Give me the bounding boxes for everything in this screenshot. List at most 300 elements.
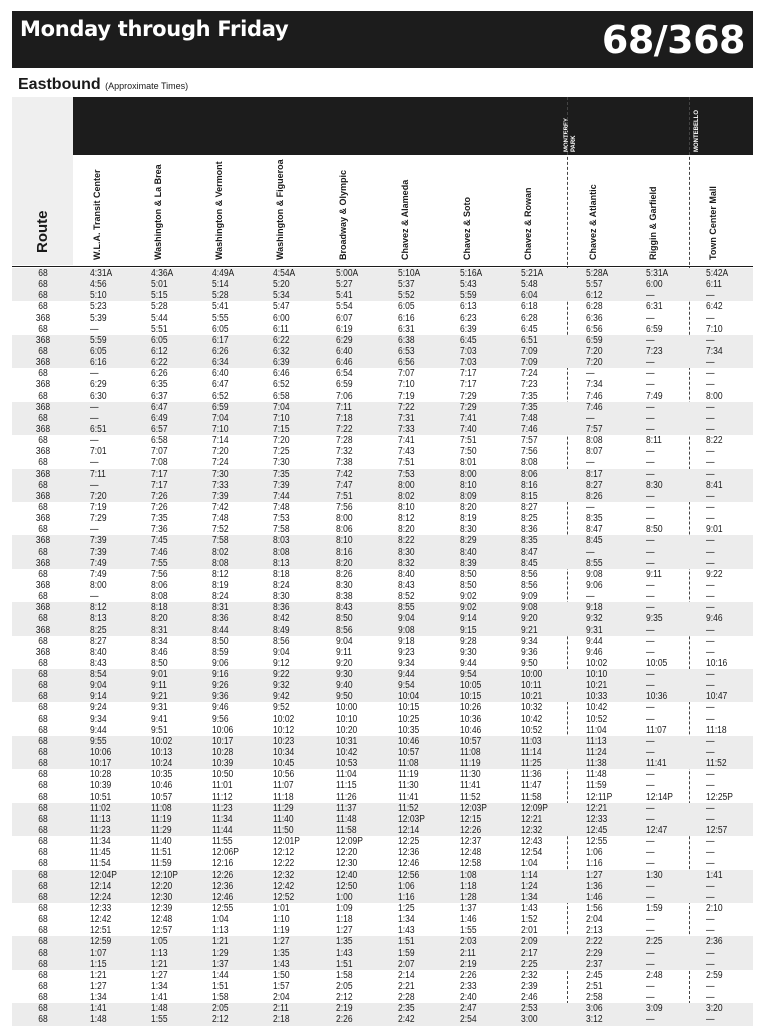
- trip-time: 1:41: [151, 992, 168, 1004]
- trip-time: 10:32: [521, 702, 543, 714]
- trip-time: 9:56: [212, 713, 229, 725]
- trip-time: —: [706, 947, 715, 959]
- trip-time: 6:40: [212, 368, 229, 380]
- trip-time: 6:49: [151, 412, 168, 424]
- trip-row: [12, 346, 753, 357]
- timepoint-header-band: [73, 97, 753, 155]
- trip-time: —: [90, 479, 99, 491]
- trip-time: 7:46: [586, 401, 603, 413]
- trip-row: [12, 357, 753, 368]
- trip-time: 1:58: [212, 992, 229, 1004]
- trip-time: 9:14: [460, 613, 477, 625]
- trip-time: —: [646, 312, 655, 324]
- trip-time: 2:46: [521, 992, 538, 1004]
- trip-time: 7:53: [398, 468, 415, 480]
- trip-time: 7:20: [273, 435, 290, 447]
- trip-time: 12:21: [586, 802, 608, 814]
- trip-route: 68: [38, 880, 48, 892]
- trip-time: 6:36: [586, 312, 603, 324]
- trip-time: 10:57: [398, 747, 420, 759]
- trip-time: 11:47: [521, 780, 542, 792]
- trip-time: 3:09: [646, 1003, 663, 1015]
- trip-time: 10:21: [521, 691, 543, 703]
- trip-time: —: [706, 802, 715, 814]
- trip-time: 9:14: [90, 691, 107, 703]
- trip-time: 7:53: [273, 513, 290, 525]
- trip-row: [12, 803, 753, 814]
- trip-time: 11:25: [521, 758, 542, 770]
- trip-time: 1:16: [398, 891, 415, 903]
- trip-time: 1:09: [336, 903, 353, 915]
- trip-time: 8:08: [521, 457, 538, 469]
- trip-time: 6:31: [646, 301, 663, 313]
- trip-time: 11:36: [521, 769, 542, 781]
- trip-route: 68: [38, 758, 48, 770]
- stop-header: [82, 156, 122, 264]
- trip-time: 10:45: [273, 758, 295, 770]
- trip-time: 12:58: [460, 858, 482, 870]
- trip-time: —: [706, 624, 715, 636]
- trip-time: 1:48: [90, 1014, 107, 1026]
- trip-time: 7:09: [521, 345, 538, 357]
- trip-time: 2:58: [586, 992, 603, 1004]
- trip-time: —: [706, 680, 715, 692]
- trip-time: 6:05: [90, 345, 107, 357]
- trip-time: 2:25: [646, 936, 663, 948]
- trip-row: [12, 636, 753, 647]
- trip-time: 10:23: [273, 735, 295, 747]
- direction-heading: [18, 76, 188, 94]
- trip-time: 10:46: [460, 724, 482, 736]
- trip-time: 12:14P: [646, 791, 673, 803]
- trip-time: 9:11: [646, 568, 662, 580]
- trip-time: 7:25: [273, 446, 290, 458]
- trip-time: 9:41: [151, 713, 168, 725]
- trip-time: 7:41: [460, 412, 477, 424]
- trip-row: [12, 502, 753, 513]
- trip-route: 68: [38, 524, 48, 536]
- trip-time: 11:55: [212, 836, 233, 848]
- trip-time: —: [646, 981, 655, 992]
- trip-time: 1:57: [273, 981, 290, 992]
- trip-time: 11:52: [398, 802, 419, 814]
- trip-time: 9:06: [586, 579, 603, 591]
- trip-row: [12, 680, 753, 691]
- trip-time: 10:16: [706, 657, 728, 669]
- route-number: 68/368: [601, 18, 745, 62]
- trip-time: 8:19: [460, 513, 477, 525]
- trip-time: 8:31: [212, 602, 229, 614]
- trip-time: 7:06: [336, 390, 353, 402]
- trip-time: 9:21: [521, 624, 538, 636]
- trip-time: 7:58: [273, 524, 290, 536]
- trip-row: [12, 959, 753, 970]
- trip-time: 2:26: [336, 1014, 353, 1026]
- schedule-table: [12, 268, 753, 1026]
- trip-time: 7:56: [336, 501, 353, 513]
- trip-time: 12:03P: [460, 802, 487, 814]
- trip-time: 12:33: [90, 903, 112, 915]
- trip-time: —: [646, 880, 655, 892]
- trip-time: 11:50: [273, 825, 294, 837]
- trip-time: 8:13: [273, 557, 290, 569]
- trip-time: 9:52: [273, 702, 290, 714]
- trip-time: 11:52: [706, 758, 727, 770]
- trip-time: 7:04: [273, 401, 290, 413]
- trip-time: —: [706, 501, 715, 513]
- trip-route: 368: [35, 423, 51, 435]
- trip-time: —: [706, 914, 715, 926]
- trip-time: 12:25: [398, 836, 420, 848]
- trip-time: 10:52: [521, 724, 543, 736]
- trip-time: 6:38: [398, 334, 415, 346]
- trip-time: 7:01: [90, 446, 107, 458]
- trip-time: —: [706, 290, 715, 302]
- trip-time: 7:20: [212, 446, 229, 458]
- trip-time: 8:27: [521, 501, 538, 513]
- trip-time: 1:21: [90, 969, 107, 981]
- trip-time: 1:35: [336, 936, 353, 948]
- trip-time: 6:00: [273, 312, 290, 324]
- trip-time: 10:02: [586, 657, 608, 669]
- stop-name: Washington & Vermont: [214, 161, 224, 260]
- trip-time: 11:29: [151, 825, 172, 837]
- trip-time: 7:19: [398, 390, 415, 402]
- trip-time: 10:34: [273, 747, 295, 759]
- trip-route: 68: [38, 724, 48, 736]
- trip-time: 7:19: [90, 501, 107, 513]
- trip-time: —: [646, 423, 655, 435]
- trip-time: 7:45: [151, 535, 168, 547]
- trip-time: 6:59: [212, 401, 229, 413]
- trip-time: 6:16: [398, 312, 415, 324]
- trip-time: 8:03: [273, 535, 290, 547]
- trip-row: [12, 580, 753, 591]
- trip-time: 12:06P: [212, 847, 239, 859]
- trip-row: [12, 547, 753, 558]
- trip-time: 12:39: [151, 903, 173, 915]
- stop-name: Broadway & Olympic: [338, 169, 348, 260]
- direction-note: (Approximate Times): [105, 81, 189, 91]
- trip-time: 8:56: [273, 635, 290, 647]
- trip-time: 8:08: [586, 435, 603, 447]
- trip-time: 2:47: [460, 1003, 477, 1015]
- trip-time: 6:05: [212, 323, 229, 335]
- trip-time: 9:18: [398, 635, 415, 647]
- trip-time: 6:31: [398, 323, 415, 335]
- trip-time: 2:25: [521, 958, 538, 970]
- route-column-header: [12, 97, 73, 265]
- trip-time: 2:39: [521, 981, 538, 992]
- trip-route: 68: [38, 691, 48, 703]
- trip-time: 9:36: [521, 646, 538, 658]
- trip-route: 68: [38, 657, 48, 669]
- trip-time: 10:10: [336, 713, 358, 725]
- trip-row: [12, 613, 753, 624]
- trip-time: 11:48: [336, 813, 357, 825]
- trip-time: 10:42: [336, 747, 358, 759]
- trip-route: 68: [38, 368, 48, 380]
- trip-time: 10:20: [336, 724, 358, 736]
- stop-header: [204, 156, 244, 264]
- trip-time: 8:07: [586, 446, 603, 458]
- trip-time: 7:34: [706, 345, 723, 357]
- trip-time: —: [646, 535, 655, 547]
- trip-time: 8:32: [398, 557, 415, 569]
- trip-time: 10:42: [586, 702, 608, 714]
- trip-time: —: [706, 412, 715, 424]
- trip-time: 8:50: [212, 635, 229, 647]
- trip-time: 6:59: [586, 334, 603, 346]
- trip-time: 9:11: [336, 646, 352, 658]
- trip-time: 1:13: [151, 947, 168, 959]
- trip-time: 1:43: [273, 958, 290, 970]
- trip-time: 7:46: [586, 390, 603, 402]
- schedule-header-bar: [12, 11, 753, 68]
- trip-time: 7:49: [90, 568, 107, 580]
- stop-header: [452, 156, 492, 264]
- trip-time: 10:42: [521, 713, 543, 725]
- trip-time: 12:32: [521, 825, 543, 837]
- stop-name: Chavez & Atlantic: [588, 184, 598, 260]
- trip-time: 1:00: [336, 891, 353, 903]
- trip-time: 8:20: [151, 613, 168, 625]
- trip-time: 9:04: [398, 613, 415, 625]
- trip-route: 68: [38, 869, 48, 881]
- trip-time: 11:34: [212, 813, 233, 825]
- trip-time: 5:54: [336, 301, 353, 313]
- trip-time: 1:34: [398, 914, 415, 926]
- trip-time: —: [706, 847, 715, 859]
- trip-time: 1:50: [273, 969, 290, 981]
- trip-time: —: [586, 591, 595, 603]
- trip-row: [12, 981, 753, 992]
- trip-time: —: [706, 635, 715, 647]
- trip-time: 6:46: [336, 357, 353, 369]
- trip-time: 7:29: [460, 390, 477, 402]
- trip-time: 5:16A: [460, 268, 483, 279]
- trip-time: 6:35: [151, 379, 168, 391]
- trip-time: 6:46: [273, 368, 290, 380]
- trip-time: 11:07: [273, 780, 294, 792]
- trip-time: 7:17: [460, 368, 477, 380]
- trip-time: 9:12: [273, 657, 290, 669]
- trip-row: [12, 391, 753, 402]
- trip-time: 8:42: [273, 613, 290, 625]
- trip-time: 10:51: [90, 791, 112, 803]
- trip-time: 7:49: [90, 557, 107, 569]
- trip-time: 5:37: [398, 279, 415, 291]
- trip-time: 7:35: [521, 390, 538, 402]
- trip-time: 7:23: [521, 379, 538, 391]
- trip-time: 7:31: [398, 412, 415, 424]
- trip-route: 68: [38, 713, 48, 725]
- trip-row: [12, 324, 753, 335]
- trip-route: 68: [38, 680, 48, 692]
- trip-time: 10:15: [398, 702, 420, 714]
- trip-time: 7:35: [273, 468, 290, 480]
- trip-time: 3:12: [586, 1014, 603, 1026]
- trip-time: —: [646, 368, 655, 380]
- trip-time: 11:41: [646, 758, 667, 770]
- trip-time: 9:34: [90, 713, 107, 725]
- trip-route: 368: [35, 646, 51, 658]
- trip-time: 1:58: [336, 969, 353, 981]
- trip-time: 7:10: [398, 379, 415, 391]
- trip-time: 2:45: [586, 969, 603, 981]
- trip-time: 5:28: [151, 301, 168, 313]
- trip-time: 2:42: [398, 1014, 415, 1026]
- trip-time: 8:00: [90, 579, 107, 591]
- trip-route: 368: [35, 446, 51, 458]
- trip-time: 6:26: [212, 345, 229, 357]
- trip-time: 12:51: [90, 925, 112, 937]
- trip-time: —: [706, 702, 715, 714]
- trip-time: —: [706, 602, 715, 614]
- trip-time: 7:34: [586, 379, 603, 391]
- trip-time: —: [646, 947, 655, 959]
- stop-name: Town Center Mall: [708, 186, 718, 260]
- trip-time: —: [646, 513, 655, 525]
- trip-time: 12:48: [151, 914, 173, 926]
- trip-time: —: [646, 680, 655, 692]
- trip-route: 68: [38, 1003, 48, 1015]
- trip-time: 1:27: [273, 936, 290, 948]
- trip-time: 6:16: [90, 357, 107, 369]
- trip-time: 1:08: [460, 869, 477, 881]
- trip-time: 12:04P: [90, 869, 117, 881]
- trip-time: 6:58: [151, 435, 168, 447]
- trip-time: 8:30: [646, 479, 663, 491]
- trip-time: 7:40: [460, 423, 477, 435]
- trip-time: 8:11: [646, 435, 662, 447]
- trip-time: —: [646, 847, 655, 859]
- trip-time: —: [90, 591, 99, 603]
- trip-time: 12:55: [212, 903, 234, 915]
- trip-time: 2:48: [646, 969, 663, 981]
- trip-time: 5:28A: [586, 268, 609, 279]
- trip-row: [12, 368, 753, 379]
- trip-time: 5:44: [151, 312, 168, 324]
- trip-row: [12, 948, 753, 959]
- trip-time: 9:22: [273, 669, 290, 681]
- trip-row: [12, 301, 753, 312]
- trip-time: —: [706, 958, 715, 970]
- trip-route: 68: [38, 435, 48, 447]
- trip-time: 1:27: [586, 869, 603, 881]
- trip-time: 8:40: [460, 546, 477, 558]
- trip-time: 8:56: [521, 568, 538, 580]
- trip-time: 11:04: [586, 724, 607, 736]
- trip-time: 1:37: [212, 958, 229, 970]
- trip-time: 8:08: [151, 591, 168, 603]
- trip-time: 5:55: [212, 312, 229, 324]
- trip-time: 12:57: [151, 925, 173, 937]
- trip-time: —: [706, 334, 715, 346]
- trip-time: 4:54A: [273, 268, 296, 279]
- trip-time: 4:56: [90, 279, 107, 291]
- trip-time: 12:16: [212, 858, 234, 870]
- trip-time: —: [706, 780, 715, 792]
- trip-time: 2:21: [398, 981, 415, 992]
- trip-time: 1:44: [212, 969, 229, 981]
- trip-time: 9:54: [398, 680, 415, 692]
- trip-time: 5:31A: [646, 268, 669, 279]
- trip-time: 9:08: [398, 624, 415, 636]
- trip-time: 9:20: [336, 657, 353, 669]
- trip-row: [12, 513, 753, 524]
- trip-time: 12:30: [151, 891, 173, 903]
- trip-time: 8:39: [460, 557, 477, 569]
- trip-time: 12:42: [90, 914, 112, 926]
- trip-route: 68: [38, 925, 48, 937]
- trip-time: 9:55: [90, 735, 107, 747]
- trip-time: 6:28: [521, 312, 538, 324]
- trip-route: 68: [38, 802, 48, 814]
- trip-time: —: [706, 357, 715, 369]
- trip-time: 9:04: [90, 680, 107, 692]
- trip-time: 6:37: [151, 390, 168, 402]
- trip-time: 1:27: [90, 981, 107, 992]
- trip-time: 11:58: [336, 825, 357, 837]
- trip-time: 6:11: [706, 279, 722, 291]
- trip-time: 9:50: [336, 691, 353, 703]
- trip-time: 5:23: [90, 301, 107, 313]
- trip-time: —: [706, 735, 715, 747]
- trip-row: [12, 457, 753, 468]
- trip-time: 7:03: [460, 357, 477, 369]
- trip-route: 68: [38, 279, 48, 291]
- trip-time: 12:15: [460, 813, 482, 825]
- trip-time: 5:10A: [398, 268, 421, 279]
- trip-time: 11:59: [586, 780, 607, 792]
- trip-route: 68: [38, 936, 48, 948]
- trip-time: 11:19: [398, 769, 419, 781]
- trip-time: 8:25: [521, 513, 538, 525]
- trip-row: [12, 424, 753, 435]
- trip-time: —: [90, 412, 99, 424]
- stop-name: Washington & Figueroa: [275, 159, 285, 260]
- trip-time: 3:20: [706, 1003, 723, 1015]
- trip-time: 7:47: [336, 479, 353, 491]
- trip-route: 68: [38, 412, 48, 424]
- trip-time: —: [706, 368, 715, 380]
- trip-time: 8:50: [336, 613, 353, 625]
- trip-time: 1:52: [521, 914, 538, 926]
- trip-time: 12:42: [273, 880, 295, 892]
- trip-time: 1:27: [336, 925, 353, 937]
- trip-route: 368: [35, 602, 51, 614]
- trip-time: 11:58: [521, 791, 542, 803]
- trip-time: 8:30: [336, 579, 353, 591]
- trip-time: 8:50: [460, 579, 477, 591]
- trip-route: 68: [38, 891, 48, 903]
- trip-time: 1:48: [151, 1003, 168, 1015]
- trip-time: 9:04: [273, 646, 290, 658]
- trip-time: 7:11: [336, 401, 352, 413]
- trip-time: 8:44: [212, 624, 229, 636]
- trip-time: 7:23: [646, 345, 663, 357]
- trip-time: 8:36: [212, 613, 229, 625]
- trip-time: 7:17: [460, 379, 477, 391]
- trip-time: 12:01P: [273, 836, 300, 848]
- trip-time: 9:44: [90, 724, 107, 736]
- trip-route: 68: [38, 479, 48, 491]
- trip-time: 10:17: [212, 735, 234, 747]
- trip-time: 1:51: [398, 936, 415, 948]
- trip-time: 7:10: [273, 412, 290, 424]
- trip-time: 1:37: [460, 903, 477, 915]
